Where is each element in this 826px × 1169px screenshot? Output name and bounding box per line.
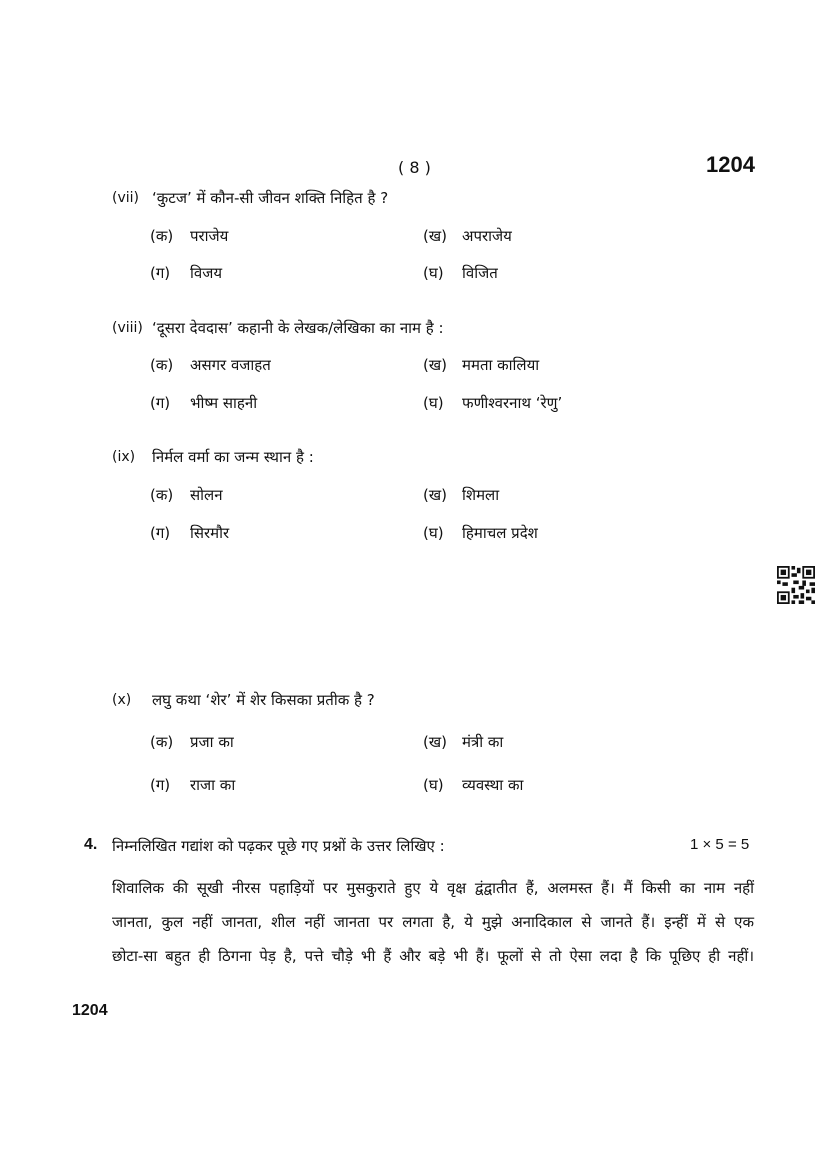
option-text: राजा का <box>190 776 236 794</box>
option-text: शिमला <box>462 486 500 504</box>
option-label: (घ) <box>423 776 444 794</box>
option-label: (ग) <box>150 776 171 794</box>
option-text: मंत्री का <box>462 733 504 751</box>
question-text: ‘कुटज’ में कौन-सी जीवन शक्ति निहित है ? <box>152 189 389 207</box>
option-text: फणीश्वरनाथ ‘रेणु’ <box>462 394 563 412</box>
paper-code-header: 1204 <box>706 152 755 177</box>
option-label: (क) <box>150 733 174 751</box>
option-label: (क) <box>150 486 174 504</box>
question-number: (x) <box>112 692 132 708</box>
option-text: पराजेय <box>190 227 229 245</box>
question-text: लघु कथा ‘शेर’ में शेर किसका प्रतीक है ? <box>152 691 375 709</box>
option-label: (ख) <box>423 733 447 751</box>
qr-code-icon <box>777 566 815 604</box>
option-label: (ग) <box>150 394 171 412</box>
passage-line: जानता, कुल नहीं जानता, शील नहीं जानता पर लगता है, ये मुझे अनादिकाल से जानते हैं। इन्हीं में से एक <box>112 913 754 931</box>
option-text: सिरमौर <box>190 524 230 542</box>
passage-line: शिवालिक की सूखी नीरस पहाड़ियों पर मुसकुराते हुए ये वृक्ष द्वंद्वातीत हैं, अलमस्त हैं। मैं किसी का नाम नहीं <box>112 879 754 897</box>
option-label: (क) <box>150 356 174 374</box>
question-number: (viii) <box>112 320 143 336</box>
option-text: सोलन <box>190 486 223 504</box>
option-text: विजित <box>462 264 498 282</box>
question-4-number: 4. <box>84 836 98 853</box>
question-number: (vii) <box>112 190 139 206</box>
option-label: (ग) <box>150 524 171 542</box>
option-label: (ग) <box>150 264 171 282</box>
option-text: प्रजा का <box>190 733 234 751</box>
passage-line: छोटा-सा बहुत ही ठिगना पेड़ है, पत्ते चौड़े भी हैं और बड़े भी हैं। फूलों से तो ऐसा लदा है कि पूछिए ही नहीं। <box>112 947 755 965</box>
option-text: विजय <box>190 264 223 282</box>
option-text: ममता कालिया <box>462 356 540 374</box>
option-text: भीष्म साहनी <box>190 394 258 412</box>
option-label: (क) <box>150 227 174 245</box>
option-text: व्यवस्था का <box>462 776 524 794</box>
option-text: हिमाचल प्रदेश <box>462 524 538 542</box>
option-text: अपराजेय <box>462 227 512 245</box>
paper-code-footer: 1204 <box>72 1002 108 1019</box>
option-label: (घ) <box>423 264 444 282</box>
question-text: ‘दूसरा देवदास’ कहानी के लेखक/लेखिका का नाम है : <box>152 319 444 337</box>
option-label: (घ) <box>423 524 444 542</box>
question-number: (ix) <box>112 449 136 465</box>
option-label: (ख) <box>423 227 447 245</box>
option-label: (घ) <box>423 394 444 412</box>
option-label: (ख) <box>423 356 447 374</box>
marks-allocation: 1 × 5 = 5 <box>690 836 750 853</box>
option-label: (ख) <box>423 486 447 504</box>
question-text: निर्मल वर्मा का जन्म स्थान है : <box>152 448 314 466</box>
page-number: ( 8 ) <box>398 158 431 177</box>
option-text: असगर वजाहत <box>190 356 271 374</box>
question-4-text: निम्नलिखित गद्यांश को पढ़कर पूछे गए प्रश्नों के उत्तर लिखिए : <box>112 837 445 855</box>
